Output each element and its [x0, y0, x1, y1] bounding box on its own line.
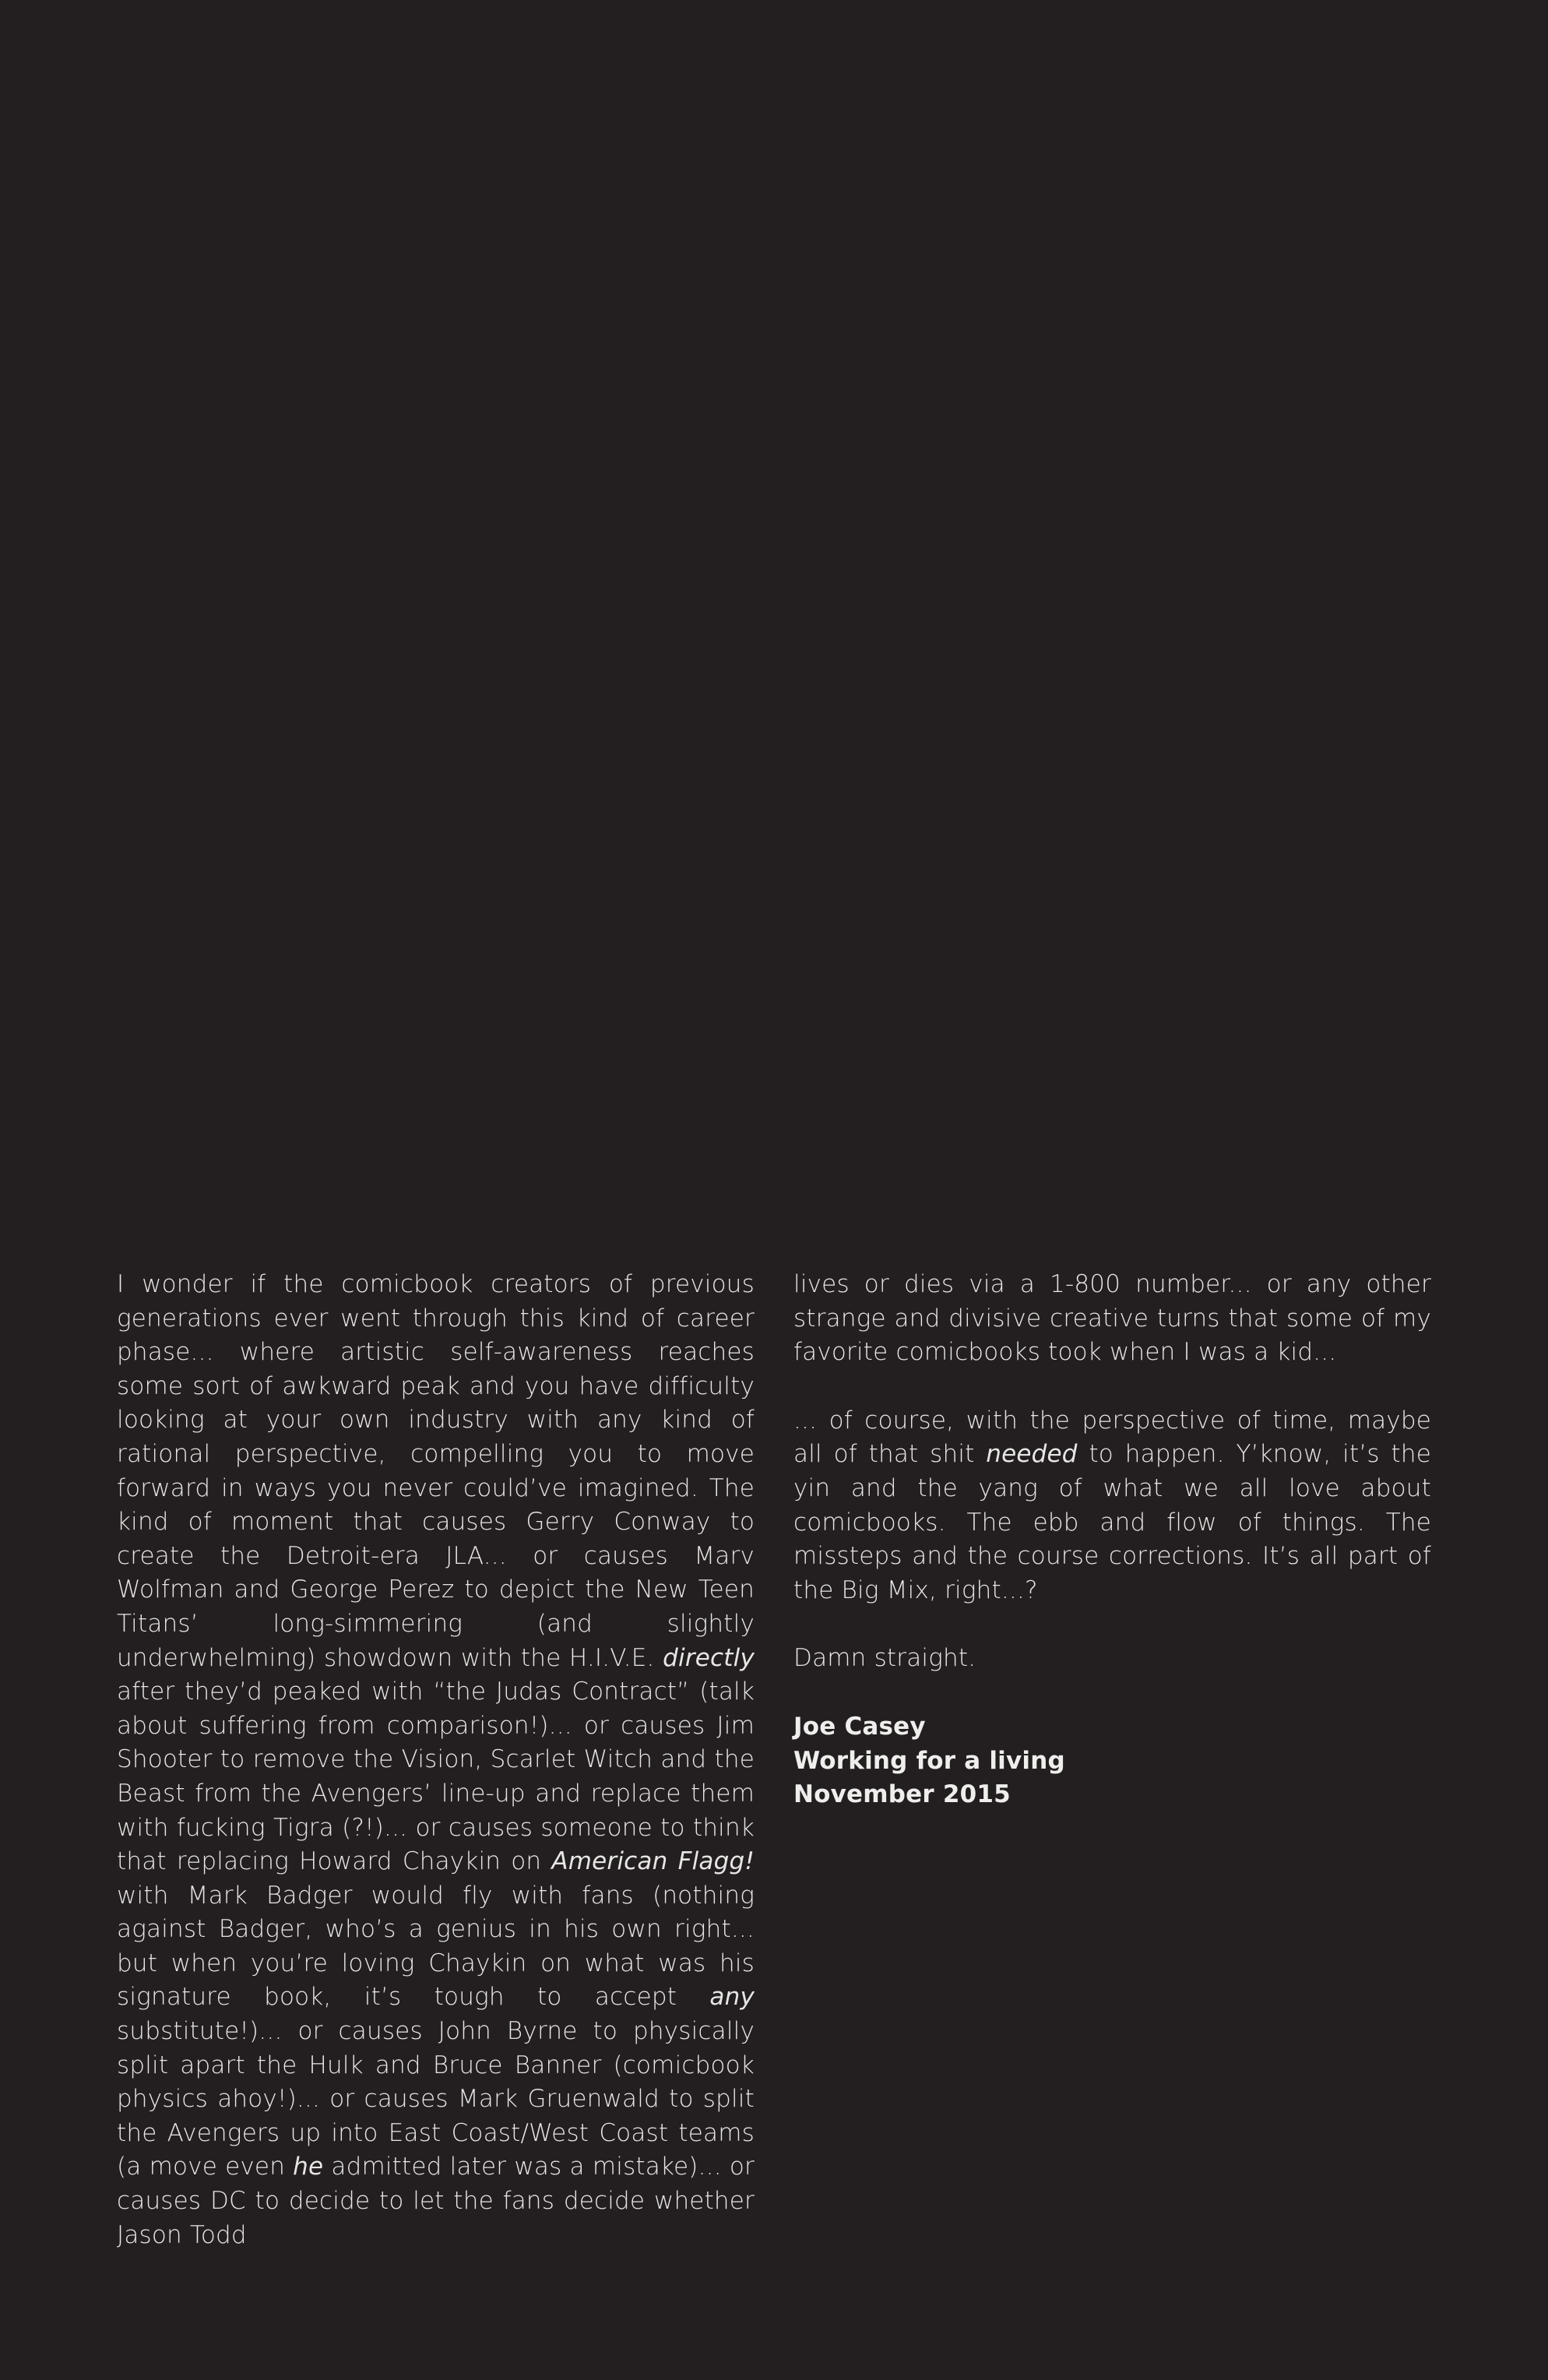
emphasis-text: any	[709, 1983, 755, 2012]
text-run: admitted later was a mistake)... or causes DC to decide to let the fans decide whether Jason Todd	[117, 2153, 755, 2249]
text-run: to happen. Y’know, it’s the yin and the yang of what we all love about comicbooks. The ebb and flow of things. The missteps and the course corrections. It’s all part of the Big Mix, right...?	[793, 1440, 1431, 1604]
text-run: after they’d peaked with “the Judas Contract” (talk about suffering from comparison!)... or causes Jim Shooter to remove the Vision, Scarlet Witch and the Beast from the Avengers’ line-up and replace them with fucking Tigra (?!)... or causes someone to think that replacing Howard Chaykin on	[117, 1678, 755, 1876]
right-column	[793, 1268, 1431, 1812]
author-tagline: Working for a living	[793, 1746, 1065, 1775]
emphasis-text: he	[293, 2153, 324, 2181]
text-run: ... of course, with the perspective of time, maybe all of that shit	[793, 1406, 1431, 1469]
body-paragraph	[793, 1404, 1431, 1608]
text-run: with Mark Badger would fly with fans (nothing against Badger, who’s a genius in his own right... but when you’re loving Chaykin on what was his signature book, it’s tough to accept	[117, 1881, 755, 2012]
body-paragraph: Damn straight.	[793, 1644, 976, 1673]
text-run: substitute!)... or causes John Byrne to physically split apart the Hulk and Bruce Banner (comicbook physics ahoy!)... or causes Mark Gruenwald to split the Avengers up into East Coast/West Coast teams (a move even	[117, 2017, 755, 2181]
body-paragraph	[117, 1268, 755, 2252]
body-paragraph: lives or dies via a 1-800 number... or any other strange and divisive creative turns that some of my favorite comicbooks took when I was a kid...	[793, 1270, 1431, 1367]
text-run: I wonder if the comicbook creators of previous generations ever went through this kind of career phase... where artistic self-awareness reaches some sort of awkward peak and you have difficulty looking at your own industry with any kind of rational perspective, compelling you to move forward in ways you never could’ve imagined. The kind of moment that causes Gerry Conway to create the Detroit-era JLA... or causes Marv Wolfman and George Perez to depict the New Teen Titans’ long-simmering (and slightly underwhelming) showdown with the H.I.V.E.	[117, 1270, 755, 1672]
author-name: Joe Casey	[793, 1712, 926, 1741]
emphasis-text: needed	[986, 1440, 1078, 1469]
emphasis-text: directly	[663, 1643, 755, 1672]
emphasis-text: American Flagg!	[551, 1847, 755, 1876]
signature-block	[793, 1710, 1431, 1812]
left-column	[117, 1268, 755, 2283]
signature-date: November 2015	[793, 1780, 1011, 1809]
